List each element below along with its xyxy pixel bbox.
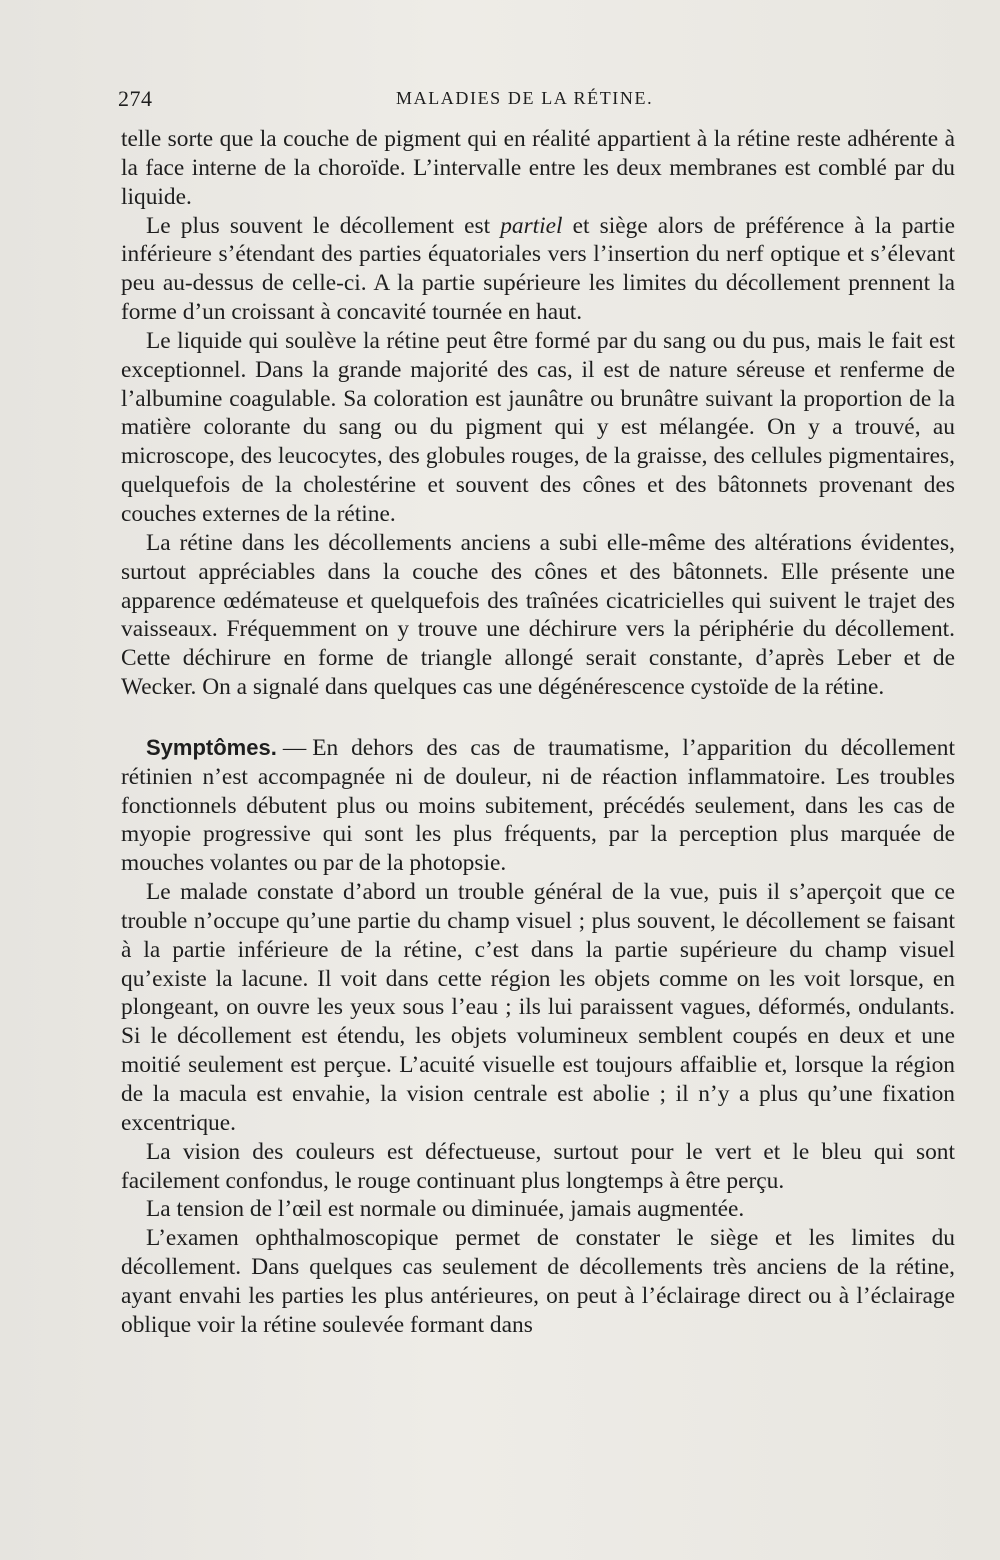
paragraph: La tension de l’œil est normale ou diminuée, jamais augmentée. — [146, 1196, 745, 1223]
paragraph: La rétine dans les décollements anciens a subi elle-même des altérations évidentes, surtout appréciables dans la couche des cônes et des bâtonnets. Elle présente une apparence œdémateuse et quelquefois des traînées cicatricielles qui suivent le trajet des vaisseaux. Fréquemment on y trouve une déchirure vers la périphérie du décollement. Cette déchirure en forme de triangle allongé serait constante, d’après Leber et de Wecker. On a signalé dans quelques cas une dégénérescence cystoïde de la rétine. — [121, 529, 955, 701]
paragraph-text: Le plus souvent le décollement est — [146, 212, 501, 239]
emphasis-text: partiel — [500, 212, 563, 239]
paragraph-text: et siège alors de préférence à la partie inférieure s’étendant des parties équatoriales vers l’insertion du nerf optique et s’élevant peu au-dessus de celle-ci. A la partie supérieure les limites du décollement prennent la forme d’un croissant à concavité tournée en haut. — [121, 212, 955, 326]
section-heading: Symptômes. — [146, 734, 277, 760]
body-text — [121, 125, 955, 1340]
page-number: 274 — [118, 86, 153, 111]
paragraph-text: En dehors des cas de traumatisme, l’apparition du décollement rétinien n’est accompagnée ni de douleur, ni de réaction inflammatoire. Les troubles fonctionnels débutent plus ou moins subitement, précédés seulement, dans les cas de myopie progressive qui sont les plus fréquents, par la perception plus marquée de mouches volantes ou par de la photopsie. — [121, 734, 955, 877]
section-paragraph — [121, 734, 955, 878]
paragraph: telle sorte que la couche de pigment qui en réalité appartient à la rétine reste adhérente à la face interne de la choroïde. L’intervalle entre les deux membranes est comblé par du liquide. — [121, 126, 955, 210]
paragraph: L’examen ophthalmoscopique permet de constater le siège et les limites du décollement. Dans quelques cas seulement de décollements très anciens de la rétine, ayant envahi les parties les plus antérieures, on peut à l’éclairage direct ou à l’éclairage oblique voir la rétine soulevée formant dans — [121, 1225, 955, 1338]
paragraph: Le malade constate d’abord un trouble général de la vue, puis il s’aperçoit que ce trouble n’occupe qu’une partie du champ visuel ; plus souvent, le décollement se faisant à la partie inférieure de la rétine, c’est dans la partie supérieure du champ visuel qu’existe la lacune. Il voit dans cette région les objets comme on les voit lorsque, en plongeant, on ouvre les yeux sous l’eau ; ils lui paraissent vagues, déformés, ondulants. Si le décollement est étendu, les objets volumineux semblent coupés en deux et une moitié seulement est perçue. L’acuité visuelle est toujours affaiblie et, lorsque la région de la macula est envahie, la vision centrale est abolie ; il n’y a plus qu’une fixation excentrique. — [121, 879, 955, 1136]
page-header — [118, 86, 948, 118]
paragraph: La vision des couleurs est défectueuse, surtout pour le vert et le bleu qui sont facilement confondus, le rouge continuant plus longtemps à être perçu. — [121, 1138, 955, 1194]
section-dash: — — [282, 734, 307, 761]
paragraph: Le liquide qui soulève la rétine peut être formé par du sang ou du pus, mais le fait est exceptionnel. Dans la grande majorité des cas, il est de nature séreuse et renferme de l’albumine coagulable. Sa coloration est jaunâtre ou brunâtre suivant la proportion de la matière colorante du sang ou du pigment qui y est mélangée. On y a trouvé, au microscope, des leucocytes, des globules rouges, de la graisse, des cellules pigmentaires, quelquefois de la cholestérine et souvent des cônes et des bâtonnets provenant des couches externes de la rétine. — [121, 327, 955, 527]
paragraph — [121, 212, 955, 327]
running-title: MALADIES DE LA RÉTINE. — [396, 88, 654, 108]
